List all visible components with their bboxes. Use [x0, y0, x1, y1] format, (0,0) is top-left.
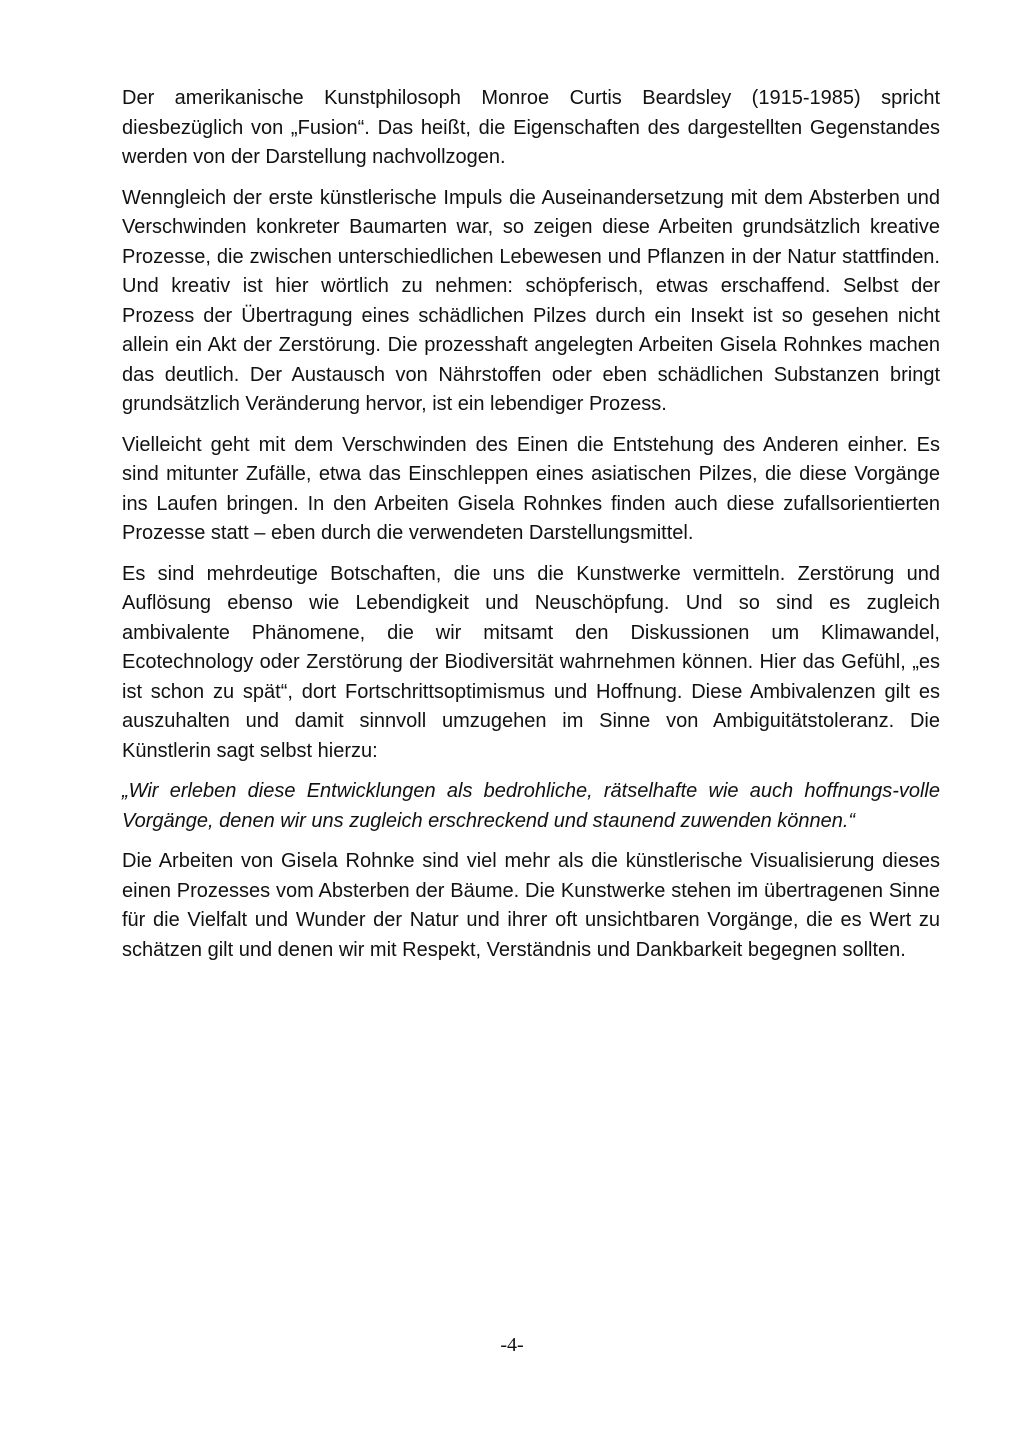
- page-number: -4-: [500, 1334, 524, 1356]
- paragraph-fusion: Der amerikanische Kunstphilosoph Monroe Curtis Beardsley (1915-1985) spricht diesbezüglich von „Fusion“. Das heißt, die Eigenschaften des dargestellten Gegenstandes werden von der Darstellung nachvollzogen.: [122, 87, 940, 168]
- artist-quote: „Wir erleben diese Entwicklungen als bedrohliche, rätselhafte wie auch hoffnungs-volle Vorgänge, denen wir uns zugleich erschreckend und staunend zuwenden können.“: [122, 780, 940, 832]
- document-page-body: [122, 84, 940, 976]
- paragraph-creative-processes: Wenngleich der erste künstlerische Impuls die Auseinandersetzung mit dem Absterben und Verschwinden konkreter Baumarten war, so zeigen diese Arbeiten grundsätzlich kreative Prozesse, die zwischen unterschiedlichen Lebewesen und Pflanzen in der Natur stattfinden. Und kreativ ist hier wörtlich zu nehmen: schöpferisch, etwas erschaffend. Selbst der Prozess der Übertragung eines schädlichen Pilzes durch ein Insekt ist so gesehen nicht allein ein Akt der Zerstörung. Die prozesshaft angelegten Arbeiten Gisela Rohnkes machen das deutlich. Der Austausch von Nährstoffen oder eben schädlichen Substanzen bringt grundsätzlich Veränderung hervor, ist ein lebendiger Prozess.: [122, 186, 940, 415]
- paragraph-conclusion: Die Arbeiten von Gisela Rohnke sind viel mehr als die künstlerische Visualisierung dieses einen Prozesses vom Absterben der Bäume. Die Kunstwerke stehen im übertragenen Sinne für die Vielfalt und Wunder der Natur und ihrer oft unsichtbaren Vorgänge, die es Wert zu schätzen gilt und denen wir mit Respekt, Verständnis und Dankbarkeit begegnen sollten.: [122, 850, 940, 961]
- paragraph-ambiguous-messages: Es sind mehrdeutige Botschaften, die uns die Kunstwerke vermitteln. Zerstörung und Auflösung ebenso wie Lebendigkeit und Neuschöpfung. Und so sind es zugleich ambivalente Phänomene, die wir mitsamt den Diskussionen um Klimawandel, Ecotechnology oder Zerstörung der Biodiversität wahrnehmen können. Hier das Gefühl, „es ist schon zu spät“, dort Fortschrittsoptimismus und Hoffnung. Diese Ambivalenzen gilt es auszuhalten und damit sinnvoll umzugehen im Sinne von Ambiguitätstoleranz. Die Künstlerin sagt selbst hierzu:: [122, 562, 940, 762]
- paragraph-chance-processes: Vielleicht geht mit dem Verschwinden des Einen die Entstehung des Anderen einher. Es sind mitunter Zufälle, etwa das Einschleppen eines asiatischen Pilzes, die diese Vorgänge ins Laufen bringen. In den Arbeiten Gisela Rohnkes finden auch diese zufallsorientierten Prozesse statt – eben durch die verwendeten Darstellungsmittel.: [122, 433, 940, 544]
